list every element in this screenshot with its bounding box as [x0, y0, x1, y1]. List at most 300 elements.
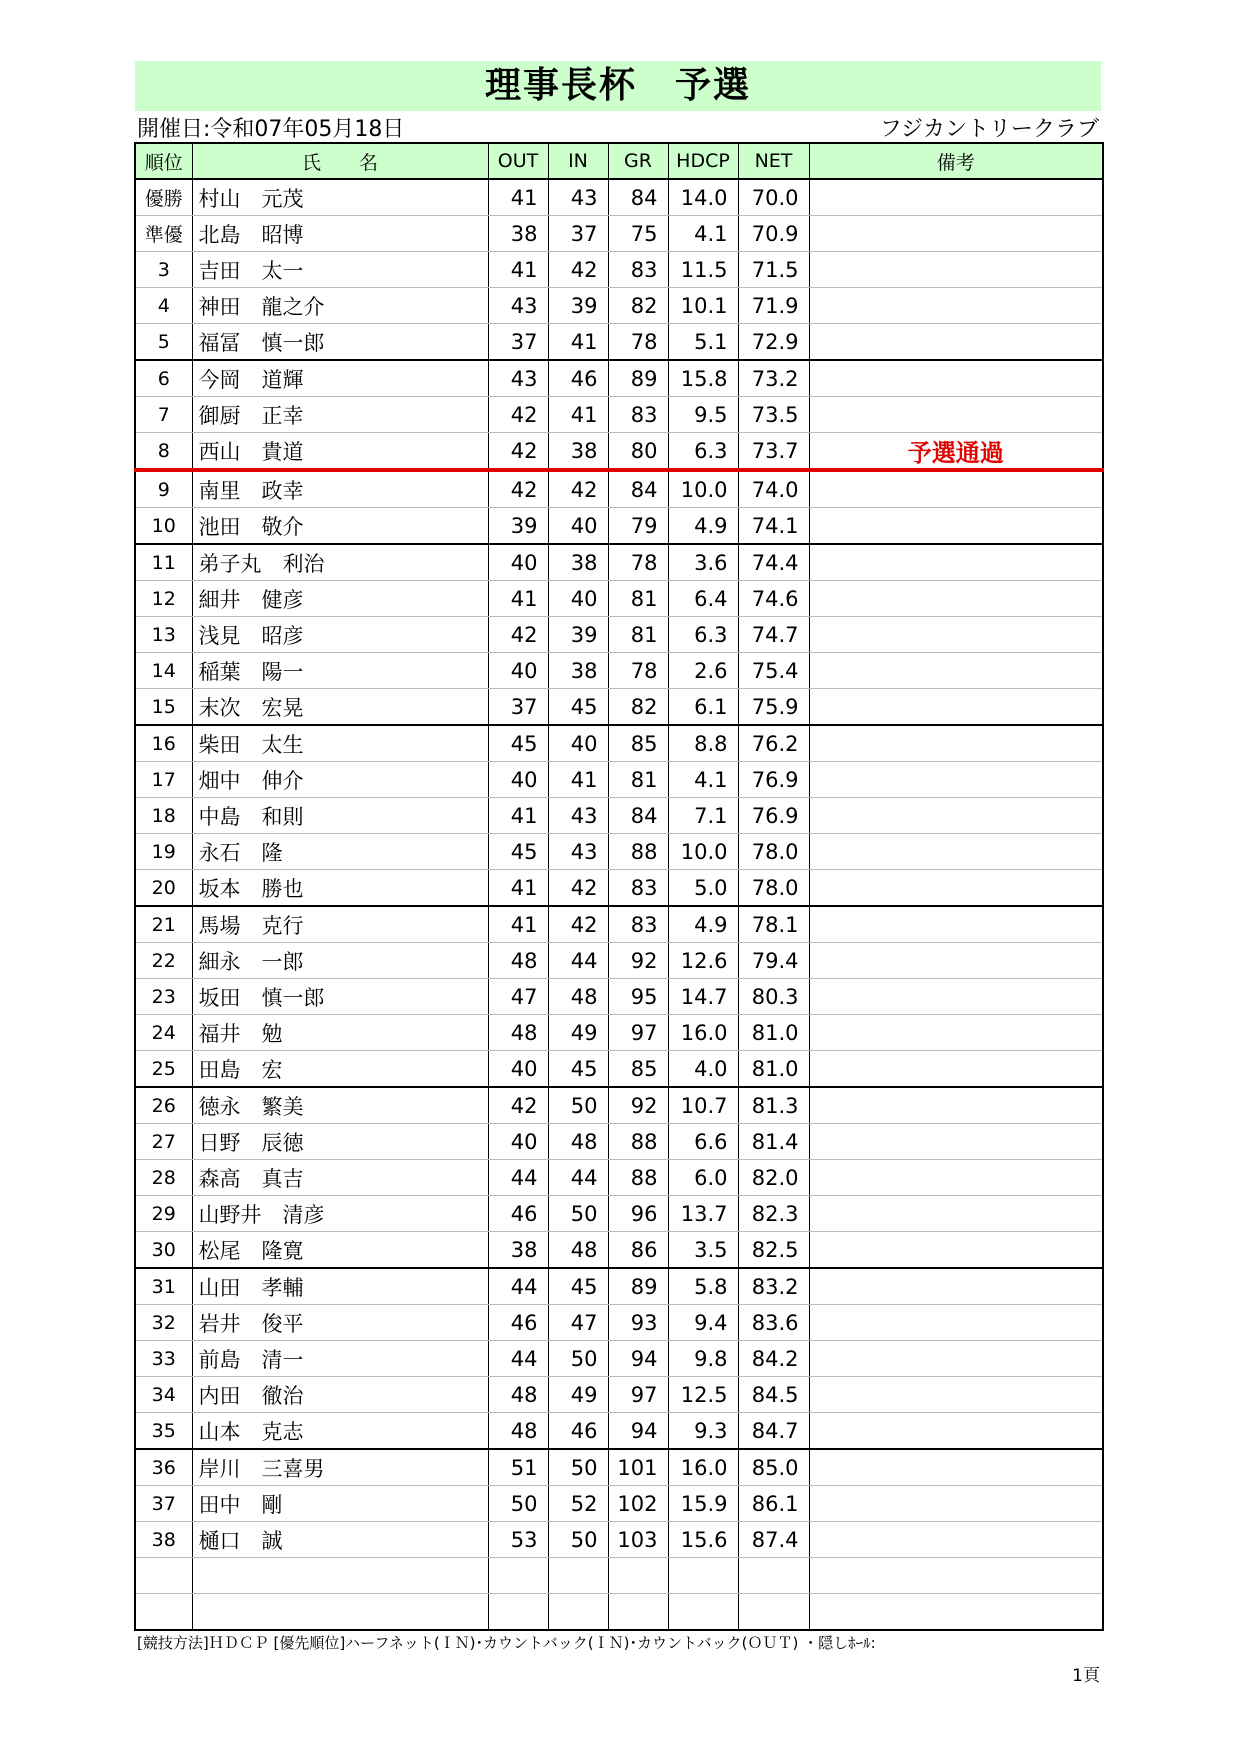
cell-in: 43	[548, 798, 608, 834]
cell-hdcp: 11.5	[668, 252, 738, 288]
cell-rank: 11	[135, 544, 192, 581]
cell-rank: 17	[135, 762, 192, 798]
table-row	[135, 252, 1103, 288]
cell-hdcp: 3.5	[668, 1232, 738, 1269]
cell-in: 46	[548, 360, 608, 397]
table-row	[135, 1558, 1103, 1594]
cell-hdcp: 4.1	[668, 216, 738, 252]
cell-rank: 9	[135, 470, 192, 508]
cell-rank: 26	[135, 1087, 192, 1124]
cell-hdcp: 15.8	[668, 360, 738, 397]
cell-note	[809, 360, 1103, 397]
cell-gr: 82	[608, 689, 668, 726]
cell-hdcp: 9.4	[668, 1305, 738, 1341]
cell-out: 42	[488, 433, 548, 471]
cell-rank: 24	[135, 1015, 192, 1051]
results-table	[134, 142, 1104, 1631]
cell-rank: 37	[135, 1486, 192, 1522]
cell-out: 43	[488, 360, 548, 397]
cell-name: 浅見 昭彦	[192, 617, 488, 653]
cell-in: 43	[548, 834, 608, 870]
cell-name: 坂本 勝也	[192, 870, 488, 907]
cell-note	[809, 581, 1103, 617]
cell-in: 48	[548, 979, 608, 1015]
cell-name: 岸川 三喜男	[192, 1449, 488, 1486]
cell-net: 78.1	[738, 906, 809, 943]
cell-net: 81.0	[738, 1051, 809, 1088]
club-name: フジカントリークラブ	[879, 117, 1099, 142]
cell-in: 44	[548, 1160, 608, 1196]
cell-out: 48	[488, 1377, 548, 1413]
cell-out: 38	[488, 216, 548, 252]
cell-note	[809, 798, 1103, 834]
table-row	[135, 470, 1103, 508]
cell-rank: 19	[135, 834, 192, 870]
event-date: 開催日:令和07年05月18日	[137, 117, 405, 142]
cell-gr: 84	[608, 470, 668, 508]
cell-name: 畑中 伸介	[192, 762, 488, 798]
cell-net: 82.5	[738, 1232, 809, 1269]
cell-out	[488, 1558, 548, 1594]
cell-net: 75.9	[738, 689, 809, 726]
cell-out: 42	[488, 617, 548, 653]
cell-gr: 88	[608, 1160, 668, 1196]
cell-in: 48	[548, 1232, 608, 1269]
col-header-out: OUT	[488, 143, 548, 179]
cell-gr: 89	[608, 360, 668, 397]
cell-gr	[608, 1558, 668, 1594]
cell-note	[809, 1594, 1103, 1631]
cell-in: 39	[548, 288, 608, 324]
cell-net: 70.0	[738, 179, 809, 216]
cell-rank: 20	[135, 870, 192, 907]
cell-out: 41	[488, 906, 548, 943]
cell-note	[809, 216, 1103, 252]
cell-out: 48	[488, 1413, 548, 1450]
cell-net: 74.7	[738, 617, 809, 653]
table-row	[135, 653, 1103, 689]
cell-name: 中島 和則	[192, 798, 488, 834]
cell-out: 46	[488, 1305, 548, 1341]
cell-rank: 16	[135, 725, 192, 762]
cell-rank	[135, 1594, 192, 1631]
cell-hdcp: 16.0	[668, 1015, 738, 1051]
cell-note	[809, 943, 1103, 979]
cell-hdcp: 6.0	[668, 1160, 738, 1196]
table-row	[135, 1087, 1103, 1124]
cell-out: 37	[488, 689, 548, 726]
cell-in: 37	[548, 216, 608, 252]
cell-net: 84.2	[738, 1341, 809, 1377]
cell-out	[488, 1594, 548, 1631]
cell-name: 馬場 克行	[192, 906, 488, 943]
cell-out: 38	[488, 1232, 548, 1269]
cell-out: 50	[488, 1486, 548, 1522]
cell-net: 78.0	[738, 870, 809, 907]
results-body	[135, 179, 1103, 1630]
cell-rank: 18	[135, 798, 192, 834]
cell-in: 45	[548, 1268, 608, 1305]
cell-note	[809, 1124, 1103, 1160]
cell-hdcp: 12.6	[668, 943, 738, 979]
cell-note	[809, 1305, 1103, 1341]
cell-in: 46	[548, 1413, 608, 1450]
cell-note	[809, 653, 1103, 689]
cell-name: 村山 元茂	[192, 179, 488, 216]
col-header-name: 氏 名	[192, 143, 488, 179]
cell-net	[738, 1594, 809, 1631]
cell-out: 41	[488, 179, 548, 216]
cell-in: 50	[548, 1087, 608, 1124]
cell-gr: 92	[608, 943, 668, 979]
cell-net: 76.2	[738, 725, 809, 762]
cell-net: 82.3	[738, 1196, 809, 1232]
table-row	[135, 870, 1103, 907]
cell-note	[809, 1413, 1103, 1450]
cell-gr: 83	[608, 906, 668, 943]
cell-in: 42	[548, 252, 608, 288]
table-row	[135, 906, 1103, 943]
cell-name: 福冨 慎一郎	[192, 324, 488, 361]
cell-net	[738, 1558, 809, 1594]
table-row	[135, 979, 1103, 1015]
table-row	[135, 1124, 1103, 1160]
cell-note	[809, 1051, 1103, 1088]
cell-in: 49	[548, 1377, 608, 1413]
cell-gr: 82	[608, 288, 668, 324]
table-row	[135, 1341, 1103, 1377]
page-number: 1頁	[1072, 1666, 1100, 1686]
cell-note	[809, 834, 1103, 870]
cell-rank	[135, 1558, 192, 1594]
cell-note	[809, 179, 1103, 216]
cell-gr: 83	[608, 870, 668, 907]
cell-gr: 93	[608, 1305, 668, 1341]
cell-name: 西山 貴道	[192, 433, 488, 471]
cell-name	[192, 1594, 488, 1631]
cell-hdcp: 10.7	[668, 1087, 738, 1124]
cell-gr: 75	[608, 216, 668, 252]
cell-net: 81.4	[738, 1124, 809, 1160]
cell-in: 39	[548, 617, 608, 653]
cell-note	[809, 1087, 1103, 1124]
cell-gr: 96	[608, 1196, 668, 1232]
cell-rank: 13	[135, 617, 192, 653]
cell-gr: 80	[608, 433, 668, 471]
cell-name: 岩井 俊平	[192, 1305, 488, 1341]
cell-out: 53	[488, 1522, 548, 1558]
cell-note	[809, 1015, 1103, 1051]
table-row	[135, 1015, 1103, 1051]
cell-rank: 15	[135, 689, 192, 726]
cell-note	[809, 397, 1103, 433]
cell-out: 44	[488, 1341, 548, 1377]
cell-in: 41	[548, 324, 608, 361]
cell-note	[809, 252, 1103, 288]
cell-hdcp: 10.0	[668, 834, 738, 870]
table-row	[135, 1232, 1103, 1269]
page-title: 理事長杯 予選	[135, 61, 1101, 111]
table-row	[135, 1486, 1103, 1522]
cell-hdcp	[668, 1558, 738, 1594]
cell-hdcp: 6.6	[668, 1124, 738, 1160]
cell-rank: 29	[135, 1196, 192, 1232]
cell-note	[809, 1377, 1103, 1413]
table-row	[135, 508, 1103, 545]
cell-hdcp: 6.4	[668, 581, 738, 617]
cell-net: 86.1	[738, 1486, 809, 1522]
cell-rank: 8	[135, 433, 192, 471]
cell-gr: 92	[608, 1087, 668, 1124]
cell-gr: 78	[608, 653, 668, 689]
cell-note	[809, 1196, 1103, 1232]
cell-in: 50	[548, 1449, 608, 1486]
cell-out: 40	[488, 544, 548, 581]
cell-rank: 32	[135, 1305, 192, 1341]
cell-out: 39	[488, 508, 548, 545]
cell-rank: 12	[135, 581, 192, 617]
cell-out: 46	[488, 1196, 548, 1232]
cell-gr: 79	[608, 508, 668, 545]
cell-out: 41	[488, 870, 548, 907]
cell-name: 徳永 繁美	[192, 1087, 488, 1124]
cell-out: 40	[488, 1051, 548, 1088]
cell-net: 76.9	[738, 762, 809, 798]
cell-hdcp: 12.5	[668, 1377, 738, 1413]
cell-gr: 84	[608, 798, 668, 834]
cell-hdcp: 9.3	[668, 1413, 738, 1450]
competition-method-note: [競技方法]ＨＤＣＰ [優先順位]ハーフネット(ＩＮ)･カウントバック(ＩＮ)･カウントバック(ＯＵＴ) ・隠しﾎｰﾙ:	[137, 1634, 876, 1652]
cell-in	[548, 1594, 608, 1631]
cell-name: 山田 孝輔	[192, 1268, 488, 1305]
cell-gr: 94	[608, 1341, 668, 1377]
cell-note	[809, 1160, 1103, 1196]
cell-hdcp: 15.6	[668, 1522, 738, 1558]
cell-in: 50	[548, 1341, 608, 1377]
cell-net: 74.0	[738, 470, 809, 508]
cell-hdcp: 9.5	[668, 397, 738, 433]
cell-net: 84.5	[738, 1377, 809, 1413]
cell-in: 44	[548, 943, 608, 979]
cell-note	[809, 544, 1103, 581]
cell-name: 弟子丸 利治	[192, 544, 488, 581]
cell-out: 48	[488, 943, 548, 979]
cell-net: 78.0	[738, 834, 809, 870]
table-row	[135, 397, 1103, 433]
table-row	[135, 433, 1103, 471]
cell-gr: 78	[608, 544, 668, 581]
cell-gr: 102	[608, 1486, 668, 1522]
cell-name: 前島 清一	[192, 1341, 488, 1377]
cell-out: 42	[488, 397, 548, 433]
col-header-note: 備考	[809, 143, 1103, 179]
cell-note	[809, 1232, 1103, 1269]
cell-note	[809, 1268, 1103, 1305]
cell-in: 49	[548, 1015, 608, 1051]
table-row	[135, 544, 1103, 581]
cell-gr: 88	[608, 1124, 668, 1160]
cell-net: 84.7	[738, 1413, 809, 1450]
cell-hdcp: 5.0	[668, 870, 738, 907]
table-row	[135, 689, 1103, 726]
table-row	[135, 762, 1103, 798]
cell-rank: 4	[135, 288, 192, 324]
cell-name: 日野 辰徳	[192, 1124, 488, 1160]
table-header-row	[135, 143, 1103, 179]
table-row	[135, 179, 1103, 216]
cell-in: 40	[548, 508, 608, 545]
cell-hdcp: 6.3	[668, 433, 738, 471]
cell-gr: 85	[608, 725, 668, 762]
cell-hdcp: 3.6	[668, 544, 738, 581]
cell-rank: 27	[135, 1124, 192, 1160]
cell-rank: 5	[135, 324, 192, 361]
col-header-rank: 順位	[135, 143, 192, 179]
cell-net: 81.0	[738, 1015, 809, 1051]
cell-name: 松尾 隆寛	[192, 1232, 488, 1269]
cell-name: 吉田 太一	[192, 252, 488, 288]
cell-gr	[608, 1594, 668, 1631]
cell-in: 41	[548, 397, 608, 433]
col-header-in: IN	[548, 143, 608, 179]
cell-hdcp: 4.0	[668, 1051, 738, 1088]
table-row	[135, 1268, 1103, 1305]
cell-name: 永石 隆	[192, 834, 488, 870]
cell-name: 御厨 正幸	[192, 397, 488, 433]
cell-name: 池田 敬介	[192, 508, 488, 545]
cell-name: 田島 宏	[192, 1051, 488, 1088]
table-row	[135, 617, 1103, 653]
cell-net: 73.7	[738, 433, 809, 471]
cell-gr: 101	[608, 1449, 668, 1486]
cell-name: 北島 昭博	[192, 216, 488, 252]
cell-out: 41	[488, 252, 548, 288]
cell-rank: 21	[135, 906, 192, 943]
table-row	[135, 216, 1103, 252]
cell-out: 45	[488, 725, 548, 762]
table-row	[135, 798, 1103, 834]
cell-out: 42	[488, 470, 548, 508]
table-row	[135, 1051, 1103, 1088]
cell-net: 71.5	[738, 252, 809, 288]
cell-name: 内田 徹治	[192, 1377, 488, 1413]
cell-hdcp: 8.8	[668, 725, 738, 762]
cell-note	[809, 1522, 1103, 1558]
cell-in: 42	[548, 906, 608, 943]
cell-gr: 83	[608, 252, 668, 288]
cell-net: 71.9	[738, 288, 809, 324]
cell-name: 細井 健彦	[192, 581, 488, 617]
cell-name: 田中 剛	[192, 1486, 488, 1522]
cell-name: 坂田 慎一郎	[192, 979, 488, 1015]
cell-net: 75.4	[738, 653, 809, 689]
cell-out: 37	[488, 324, 548, 361]
cell-hdcp: 7.1	[668, 798, 738, 834]
cell-rank: 23	[135, 979, 192, 1015]
cell-note	[809, 470, 1103, 508]
cell-hdcp: 9.8	[668, 1341, 738, 1377]
cell-in: 50	[548, 1196, 608, 1232]
cell-net: 81.3	[738, 1087, 809, 1124]
cell-note	[809, 725, 1103, 762]
cell-net: 85.0	[738, 1449, 809, 1486]
cell-out: 48	[488, 1015, 548, 1051]
cell-name	[192, 1558, 488, 1594]
cell-hdcp: 6.3	[668, 617, 738, 653]
cell-hdcp: 4.1	[668, 762, 738, 798]
cell-rank: 34	[135, 1377, 192, 1413]
cell-rank: 35	[135, 1413, 192, 1450]
cell-note	[809, 1486, 1103, 1522]
cell-rank: 28	[135, 1160, 192, 1196]
cell-in: 45	[548, 689, 608, 726]
cell-out: 40	[488, 762, 548, 798]
table-row	[135, 1449, 1103, 1486]
table-row	[135, 1377, 1103, 1413]
cell-in	[548, 1558, 608, 1594]
cell-rank: 22	[135, 943, 192, 979]
cell-net: 74.1	[738, 508, 809, 545]
cell-net: 83.2	[738, 1268, 809, 1305]
cell-gr: 95	[608, 979, 668, 1015]
cell-rank: 7	[135, 397, 192, 433]
cell-in: 47	[548, 1305, 608, 1341]
cell-in: 38	[548, 433, 608, 471]
cell-rank: 3	[135, 252, 192, 288]
cell-name: 森高 真吉	[192, 1160, 488, 1196]
table-row	[135, 324, 1103, 361]
cell-out: 43	[488, 288, 548, 324]
cell-name: 柴田 太生	[192, 725, 488, 762]
cell-hdcp: 10.1	[668, 288, 738, 324]
cell-name: 稲葉 陽一	[192, 653, 488, 689]
cell-in: 42	[548, 870, 608, 907]
cell-out: 40	[488, 1124, 548, 1160]
cell-note	[809, 617, 1103, 653]
cell-hdcp: 13.7	[668, 1196, 738, 1232]
cell-net: 74.4	[738, 544, 809, 581]
table-row	[135, 581, 1103, 617]
table-row	[135, 943, 1103, 979]
cell-hdcp: 4.9	[668, 508, 738, 545]
cell-note	[809, 1341, 1103, 1377]
cell-name: 神田 龍之介	[192, 288, 488, 324]
cell-in: 38	[548, 653, 608, 689]
cell-rank: 10	[135, 508, 192, 545]
cell-rank: 36	[135, 1449, 192, 1486]
cell-in: 40	[548, 581, 608, 617]
cell-hdcp: 15.9	[668, 1486, 738, 1522]
col-header-hdcp: HDCP	[668, 143, 738, 179]
cell-name: 末次 宏晃	[192, 689, 488, 726]
cell-gr: 94	[608, 1413, 668, 1450]
cell-rank: 25	[135, 1051, 192, 1088]
cell-rank: 31	[135, 1268, 192, 1305]
table-row	[135, 1594, 1103, 1631]
cell-note	[809, 288, 1103, 324]
cell-note	[809, 906, 1103, 943]
cell-out: 44	[488, 1160, 548, 1196]
table-row	[135, 288, 1103, 324]
cell-hdcp: 2.6	[668, 653, 738, 689]
cell-in: 40	[548, 725, 608, 762]
cell-rank: 優勝	[135, 179, 192, 216]
cell-net: 80.3	[738, 979, 809, 1015]
table-row	[135, 1522, 1103, 1558]
cell-gr: 88	[608, 834, 668, 870]
cell-out: 44	[488, 1268, 548, 1305]
cell-hdcp: 10.0	[668, 470, 738, 508]
